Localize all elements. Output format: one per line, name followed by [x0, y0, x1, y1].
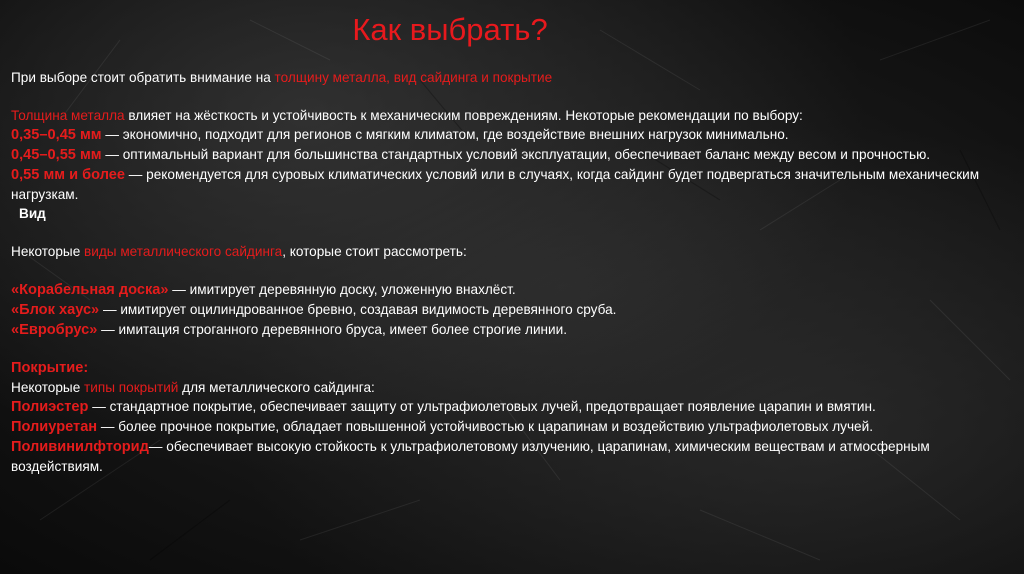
kind-item-text: — имитирует деревянную доску, уложенную внахлёст.	[168, 282, 516, 297]
kind-intro-highlight: виды металлического сайдинга	[84, 244, 283, 259]
coating-item	[11, 397, 1011, 417]
kind-item-label: «Блок хаус»	[11, 302, 100, 318]
kind-item-text: — имитация строганного деревянного бруса, имеет более строгие линии.	[97, 322, 568, 337]
coating-item	[11, 417, 1011, 437]
kind-item-text: — имитирует оцилиндрованное бревно, создавая видимость деревянного сруба.	[99, 302, 617, 317]
thickness-paragraph	[11, 106, 1011, 125]
coating-item-text: — стандартное покрытие, обеспечивает защиту от ультрафиолетовых лучей, предотвращает появление царапин и вмятин.	[88, 399, 876, 414]
kind-intro	[11, 242, 1011, 261]
kind-item-label: «Евробрус»	[11, 322, 98, 338]
kind-item	[11, 280, 1011, 300]
coating-item-text: — обеспечивает высокую стойкость к ультрафиолетовому излучению, царапинам, химическим веществам и атмосферным воздействиям.	[11, 439, 930, 474]
page-title: Как выбрать?	[352, 12, 548, 47]
thickness-item	[11, 125, 1011, 145]
intro-paragraph	[11, 68, 1011, 87]
thickness-item-label: 0,45–0,55 мм	[11, 147, 102, 163]
thickness-heading-rest: влияет на жёсткость и устойчивость к механическим повреждениям. Некоторые рекомендации по выбору:	[124, 108, 803, 123]
kind-item	[11, 320, 1011, 340]
thickness-item-label: 0,35–0,45 мм	[11, 127, 102, 143]
coating-item-label: Полиуретан	[11, 419, 98, 435]
coating-item-text: — более прочное покрытие, обладает повышенной устойчивостью к царапинам и воздействию ультрафиолетовых лучей.	[97, 419, 873, 434]
kind-item-label: «Корабельная доска»	[11, 282, 169, 298]
thickness-item	[11, 165, 1011, 204]
coating-intro	[11, 378, 1011, 397]
coating-intro-after: для металлического сайдинга:	[178, 380, 375, 395]
coating-item	[11, 437, 1011, 476]
thickness-item-text: — экономично, подходит для регионов с мягким климатом, где воздействие внешних нагрузок минимально.	[101, 127, 789, 142]
thickness-item	[11, 145, 1011, 165]
thickness-item-text: — рекомендуется для суровых климатических условий или в случаях, когда сайдинг будет подвергаться значительным механическим нагрузкам.	[11, 167, 980, 202]
coating-intro-before: Некоторые	[11, 380, 85, 395]
coating-item-label: Полиэстер	[11, 399, 89, 415]
intro-text: При выборе стоит обратить внимание на	[11, 70, 275, 85]
thickness-item-text: — оптимальный вариант для большинства стандартных условий эксплуатации, обеспечивает баланс между весом и прочностью.	[101, 147, 931, 162]
thickness-heading: Толщина металла	[11, 108, 125, 123]
coating-item-label: Поливинилфторид	[11, 439, 149, 455]
kind-heading: Вид	[19, 206, 46, 221]
coating-heading: Покрытие:	[11, 360, 89, 376]
coating-intro-highlight: типы покрытий	[84, 380, 179, 395]
thickness-item-label: 0,55 мм и более	[11, 167, 126, 183]
kind-intro-after: , которые стоит рассмотреть:	[282, 244, 467, 259]
kind-item	[11, 300, 1011, 320]
kind-intro-before: Некоторые	[11, 244, 85, 259]
intro-highlight: толщину металла, вид сайдинга и покрытие	[274, 70, 553, 85]
content-body	[11, 68, 1011, 476]
